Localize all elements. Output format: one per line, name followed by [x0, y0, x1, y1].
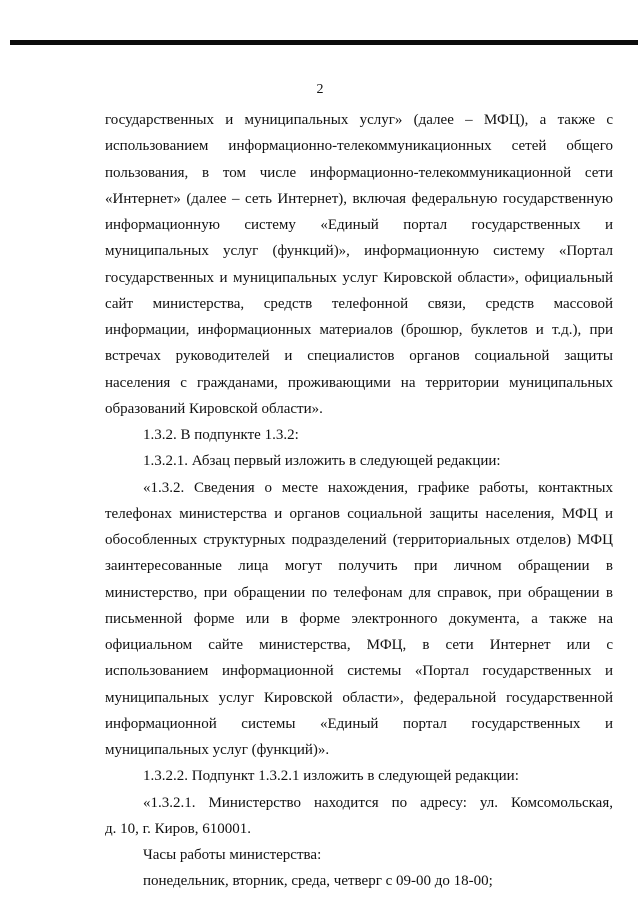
text-line: муниципальных услуг (функций)».	[105, 742, 330, 758]
text-line: государственных и муниципальных услуг Кировской области», официальный	[105, 269, 613, 286]
text-line: информации, информационных материалов (брошюр, буклетов и т.д.), при	[105, 322, 613, 338]
text-line: 1.3.2.2. Подпункт 1.3.2.1 изложить в следующей редакции:	[143, 768, 519, 785]
text-line: сайт министерства, средств телефонной связи, средств массовой	[105, 295, 613, 312]
header-rule	[10, 40, 638, 45]
text-line: Часы работы министерства:	[143, 847, 322, 863]
document-body	[105, 107, 613, 895]
text-line: 1.3.2. В подпункте 1.3.2:	[143, 427, 299, 443]
text-line: министерство, при обращении по телефонам для справок, при обращении в	[105, 584, 613, 601]
text-line: письменной форме или в форме электронного документа, а также на	[105, 610, 613, 627]
text-line: заинтересованные лица могут получить при личном обращении в	[105, 558, 613, 575]
text-line: информационную систему «Единый портал государственных и	[105, 217, 613, 233]
text-line: муниципальных услуг (функций)», информационную систему «Портал	[105, 243, 613, 260]
text-line: понедельник, вторник, среда, четверг с 09-00 до 18-00;	[143, 873, 493, 890]
text-line: населения с гражданами, проживающими на территории муниципальных	[105, 374, 613, 391]
text-line: телефонах министерства и органов социальной защиты населения, МФЦ и	[105, 505, 613, 522]
text-line: «1.3.2.1. Министерство находится по адресу: ул. Комсомольская,	[143, 794, 613, 811]
text-line: муниципальных услуг Кировской области», федеральной государственной	[105, 689, 613, 706]
text-line: государственных и муниципальных услуг» (далее – МФЦ), а также с	[105, 112, 613, 128]
text-line: пользования, в том числе информационно-телекоммуникационной сети	[105, 164, 613, 181]
text-line: д. 10, г. Киров, 610001.	[105, 820, 251, 837]
text-line: «Интернет» (далее – сеть Интернет), включая федеральную государственную	[105, 190, 613, 207]
text-line: образований Кировской области».	[105, 400, 323, 417]
text-line: обособленных структурных подразделений (территориальных отделов) МФЦ	[105, 532, 613, 548]
text-line: официальном сайте министерства, МФЦ, в сети Интернет или с	[105, 637, 613, 653]
text-line: информационной системы «Единый портал государственных и	[105, 715, 613, 732]
text-line: использованием информационно-телекоммуникационных сетей общего	[105, 138, 613, 155]
text-line: использованием информационной системы «Портал государственных и	[105, 663, 613, 680]
page-number: 2	[316, 82, 324, 97]
text-line: 1.3.2.1. Абзац первый изложить в следующей редакции:	[143, 453, 501, 470]
text-line: «1.3.2. Сведения о месте нахождения, графике работы, контактных	[143, 479, 613, 496]
text-line: встречах руководителей и специалистов органов социальной защиты	[105, 348, 613, 365]
